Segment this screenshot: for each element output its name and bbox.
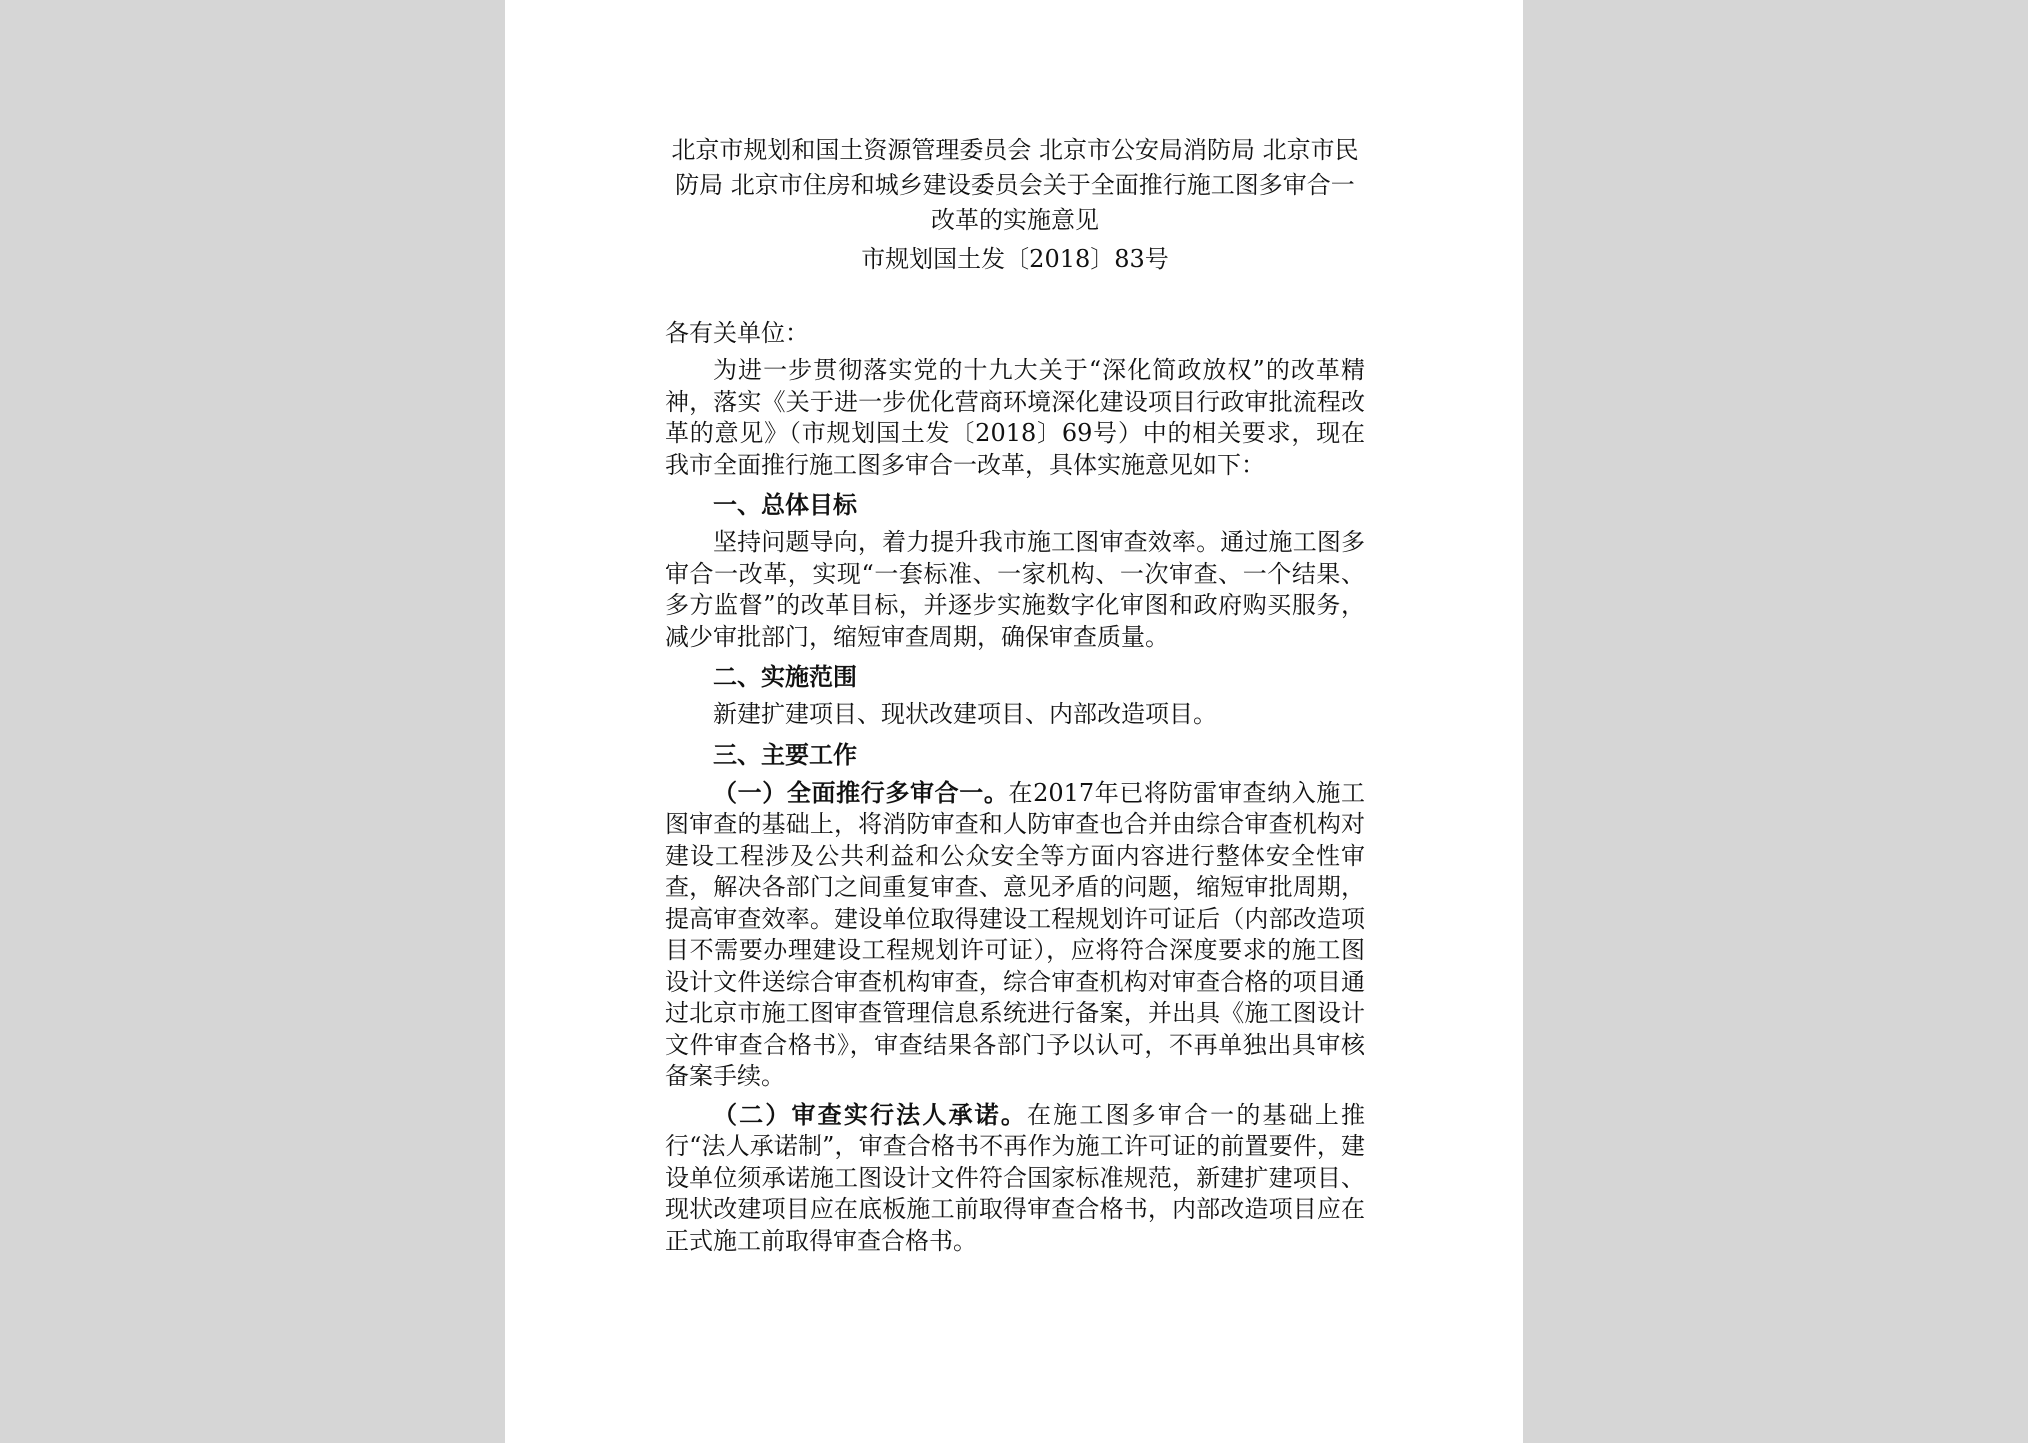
- section-heading-1: 一、总体目标: [713, 490, 857, 519]
- section-body-2: 新建扩建项目、现状改建项目、内部改造项目。: [713, 700, 1217, 728]
- document-content: [665, 133, 1365, 1257]
- section-body-1: 坚持问题导向，着力提升我市施工图审查效率。通过施工图多审合一改革，实现“一套标准、一家机构、一次审查、一个结果、多方监督”的改革目标，并逐步实施数字化审图和政府购买服务，减少审批部门，缩短审查周期，确保审查质量。: [665, 528, 1365, 651]
- item-paragraph-1: [665, 777, 1365, 1093]
- document-page: [505, 0, 1523, 1443]
- section-heading-2: 二、实施范围: [713, 662, 857, 691]
- document-title: 北京市规划和国土资源管理委员会 北京市公安局消防局 北京市民防局 北京市住房和城乡建设委员会关于全面推行施工图多审合一改革的实施意见: [671, 136, 1359, 234]
- intro-paragraph: 为进一步贯彻落实党的十九大关于“深化简政放权”的改革精神，落实《关于进一步优化营商环境深化建设项目行政审批流程改革的意见》（市规划国土发〔2018〕69号）中的相关要求，现在我市全面推行施工图多审合一改革，具体实施意见如下：: [665, 356, 1365, 479]
- section-heading-3: 三、主要工作: [713, 739, 857, 769]
- item-lead-2: （二）审查实行法人承诺。: [713, 1099, 1027, 1129]
- item-paragraph-2: [665, 1099, 1365, 1258]
- document-number: 市规划国土发〔2018〕83号: [861, 245, 1169, 273]
- item-lead-1: （一）全面推行多审合一。: [713, 777, 1009, 807]
- salutation: 各有关单位：: [665, 319, 809, 347]
- item-body-2: 在施工图多审合一的基础上推行“法人承诺制”，审查合格书不再作为施工许可证的前置要件，建设单位须承诺施工图设计文件符合国家标准规范，新建扩建项目、现状改建项目应在底板施工前取得审查合格书，内部改造项目应在正式施工前取得审查合格书。: [665, 1100, 1365, 1255]
- item-body-1: 在2017年已将防雷审查纳入施工图审查的基础上，将消防审查和人防审查也合并由综合审查机构对建设工程涉及公共利益和公众安全等方面内容进行整体安全性审查，解决各部门之间重复审查、意见矛盾的问题，缩短审批周期，提高审查效率。建设单位取得建设工程规划许可证后（内部改造项目不需要办理建设工程规划许可证），应将符合深度要求的施工图设计文件送综合审查机构审查，综合审查机构对审查合格的项目通过北京市施工图审查管理信息系统进行备案，并出具《施工图设计文件审查合格书》，审查结果各部门予以认可，不再单独出具审核备案手续。: [665, 778, 1366, 1090]
